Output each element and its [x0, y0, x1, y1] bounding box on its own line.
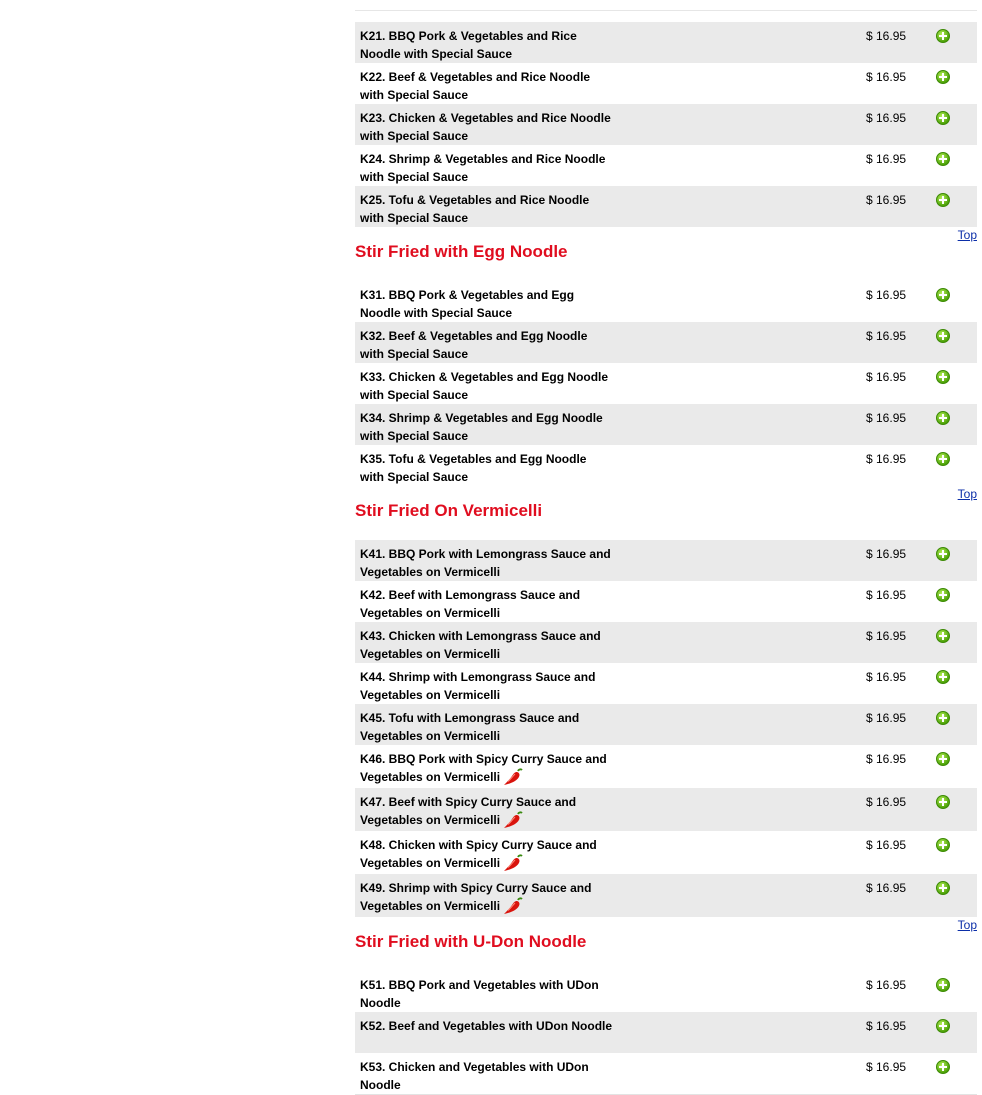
menu-item-name-text: K46. BBQ Pork with Spicy Curry Sauce and Vegetables on Vermicelli — [360, 752, 607, 784]
menu-item-name — [360, 27, 613, 63]
menu-item-row — [355, 831, 977, 874]
menu-item-row — [355, 663, 977, 704]
menu-item-row — [355, 788, 977, 831]
menu-item-name-text: K42. Beef with Lemongrass Sauce and Vegetables on Vermicelli — [360, 588, 581, 620]
menu-item-name-text: K41. BBQ Pork with Lemongrass Sauce and Vegetables on Vermicelli — [360, 547, 611, 579]
menu-item-name — [360, 668, 613, 704]
menu-item-price: $ 16.95 — [866, 1060, 907, 1074]
menu-item-name — [360, 750, 613, 786]
menu-item-name — [360, 879, 613, 915]
add-circle-icon[interactable] — [936, 547, 950, 561]
add-circle-icon[interactable] — [936, 711, 950, 725]
menu-item-name-text: K49. Shrimp with Spicy Curry Sauce and Vegetables on Vermicelli — [360, 881, 592, 913]
menu-section — [355, 243, 977, 502]
menu-item-name — [360, 327, 613, 363]
menu-item-name — [360, 545, 613, 581]
menu-item-name-text: K45. Tofu with Lemongrass Sauce and Vegetables on Vermicelli — [360, 711, 580, 743]
menu-item-name — [360, 793, 613, 829]
menu-item-row — [355, 363, 977, 404]
add-circle-icon[interactable] — [936, 588, 950, 602]
add-circle-icon[interactable] — [936, 881, 950, 895]
menu-item-name — [360, 368, 613, 404]
menu-item-name — [360, 1058, 613, 1094]
menu-item-row — [355, 581, 977, 622]
menu-item-row — [355, 1012, 977, 1053]
menu-item-name — [360, 836, 613, 872]
menu-item-name-text: K34. Shrimp & Vegetables and Egg Noodle with Special Sauce — [360, 411, 603, 443]
section-title: Stir Fried On Vermicelli — [355, 501, 543, 520]
menu-item-price: $ 16.95 — [866, 881, 907, 895]
add-circle-icon[interactable] — [936, 193, 950, 207]
menu-section — [355, 933, 977, 1095]
menu-item-name-text: K44. Shrimp with Lemongrass Sauce and Vegetables on Vermicelli — [360, 670, 596, 702]
menu-item-name-text: K51. BBQ Pork and Vegetables with UDon Noodle — [360, 978, 599, 1010]
menu-item-name-text: K52. Beef and Vegetables with UDon Noodle — [360, 1019, 613, 1033]
add-circle-icon[interactable] — [936, 411, 950, 425]
menu-item-row — [355, 404, 977, 445]
menu-item-row — [355, 971, 977, 1012]
menu-item-name — [360, 409, 613, 445]
menu-item-name-text: K47. Beef with Spicy Curry Sauce and Vegetables on Vermicelli — [360, 795, 577, 827]
menu-item-row — [355, 540, 977, 581]
add-circle-icon[interactable] — [936, 670, 950, 684]
menu-item-price: $ 16.95 — [866, 978, 907, 992]
menu-item-price: $ 16.95 — [866, 370, 907, 384]
menu-item-price: $ 16.95 — [866, 70, 907, 84]
add-circle-icon[interactable] — [936, 795, 950, 809]
menu-item-name-text: K22. Beef & Vegetables and Rice Noodle with Special Sauce — [360, 70, 591, 102]
add-circle-icon[interactable] — [936, 329, 950, 343]
menu-item-price: $ 16.95 — [866, 547, 907, 561]
menu-item-price: $ 16.95 — [866, 752, 907, 766]
add-circle-icon[interactable] — [936, 629, 950, 643]
menu-item-name-text: K33. Chicken & Vegetables and Egg Noodle with Special Sauce — [360, 370, 609, 402]
menu-item-name — [360, 709, 613, 745]
top-link-container — [355, 917, 977, 933]
menu-item-price: $ 16.95 — [866, 629, 907, 643]
menu-item-row — [355, 745, 977, 788]
menu-item-price: $ 16.95 — [866, 29, 907, 43]
menu-item-row — [355, 874, 977, 917]
menu-item-row — [355, 445, 977, 486]
add-circle-icon[interactable] — [936, 1019, 950, 1033]
menu-item-name — [360, 627, 613, 663]
menu-item-name-text: K23. Chicken & Vegetables and Rice Noodle with Special Sauce — [360, 111, 611, 143]
menu-item-name — [360, 150, 613, 186]
menu-item-name-text: K48. Chicken with Spicy Curry Sauce and Vegetables on Vermicelli — [360, 838, 597, 870]
top-link-container — [355, 486, 977, 502]
top-link[interactable]: Top — [957, 918, 977, 932]
menu-item-price: $ 16.95 — [866, 711, 907, 725]
add-circle-icon[interactable] — [936, 370, 950, 384]
menu-item-price: $ 16.95 — [866, 111, 907, 125]
menu-item-name — [360, 109, 613, 145]
chili-pepper-icon — [502, 854, 524, 872]
menu-item-name-text: K32. Beef & Vegetables and Egg Noodle with Special Sauce — [360, 329, 588, 361]
add-circle-icon[interactable] — [936, 29, 950, 43]
menu-item-name — [360, 68, 613, 104]
menu-item-price: $ 16.95 — [866, 329, 907, 343]
menu-item-row — [355, 704, 977, 745]
menu-item-name-text: K43. Chicken with Lemongrass Sauce and Vegetables on Vermicelli — [360, 629, 601, 661]
menu-item-name — [360, 286, 613, 322]
menu-item-price: $ 16.95 — [866, 288, 907, 302]
menu-list — [355, 0, 977, 1095]
menu-item-price: $ 16.95 — [866, 411, 907, 425]
menu-item-price: $ 16.95 — [866, 838, 907, 852]
menu-item-name-text: K24. Shrimp & Vegetables and Rice Noodle with Special Sauce — [360, 152, 606, 184]
menu-item-name-text: K53. Chicken and Vegetables with UDon Noodle — [360, 1060, 589, 1092]
menu-item-price: $ 16.95 — [866, 152, 907, 166]
menu-item-name-text: K25. Tofu & Vegetables and Rice Noodle with Special Sauce — [360, 193, 590, 225]
menu-section — [355, 502, 977, 933]
menu-item-name — [360, 450, 613, 486]
menu-item-name — [360, 1017, 613, 1035]
top-link[interactable]: Top — [957, 487, 977, 501]
partial-row — [355, 0, 977, 11]
chili-pepper-icon — [502, 811, 524, 829]
section-title: Stir Fried with U-Don Noodle — [355, 932, 587, 951]
menu-item-row — [355, 1053, 977, 1094]
add-circle-icon[interactable] — [936, 152, 950, 166]
add-circle-icon[interactable] — [936, 70, 950, 84]
menu-item-row — [355, 145, 977, 186]
menu-section — [355, 22, 977, 243]
menu-item-name — [360, 191, 613, 227]
add-circle-icon[interactable] — [936, 978, 950, 992]
top-link-container — [355, 227, 977, 243]
add-circle-icon[interactable] — [936, 1060, 950, 1074]
chili-pepper-icon — [502, 897, 524, 915]
menu-item-name-text: K31. BBQ Pork & Vegetables and Egg Noodle with Special Sauce — [360, 288, 575, 320]
menu-item-row — [355, 281, 977, 322]
add-circle-icon[interactable] — [936, 111, 950, 125]
menu-item-row — [355, 322, 977, 363]
section-title: Stir Fried with Egg Noodle — [355, 242, 568, 261]
menu-item-row — [355, 22, 977, 63]
menu-item-name-text: K21. BBQ Pork & Vegetables and Rice Noodle with Special Sauce — [360, 29, 577, 61]
menu-item-price: $ 16.95 — [866, 1019, 907, 1033]
menu-item-row — [355, 622, 977, 663]
menu-item-row — [355, 63, 977, 104]
add-circle-icon[interactable] — [936, 452, 950, 466]
chili-pepper-icon — [502, 768, 524, 786]
menu-item-price: $ 16.95 — [866, 193, 907, 207]
top-link[interactable]: Top — [957, 228, 977, 242]
add-circle-icon[interactable] — [936, 838, 950, 852]
menu-item-row — [355, 104, 977, 145]
menu-item-name — [360, 976, 613, 1012]
menu-item-price: $ 16.95 — [866, 795, 907, 809]
menu-item-name-text: K35. Tofu & Vegetables and Egg Noodle with Special Sauce — [360, 452, 587, 484]
menu-item-price: $ 16.95 — [866, 588, 907, 602]
menu-item-price: $ 16.95 — [866, 452, 907, 466]
menu-item-row — [355, 186, 977, 227]
menu-item-name — [360, 586, 613, 622]
add-circle-icon[interactable] — [936, 288, 950, 302]
add-circle-icon[interactable] — [936, 752, 950, 766]
menu-item-price: $ 16.95 — [866, 670, 907, 684]
